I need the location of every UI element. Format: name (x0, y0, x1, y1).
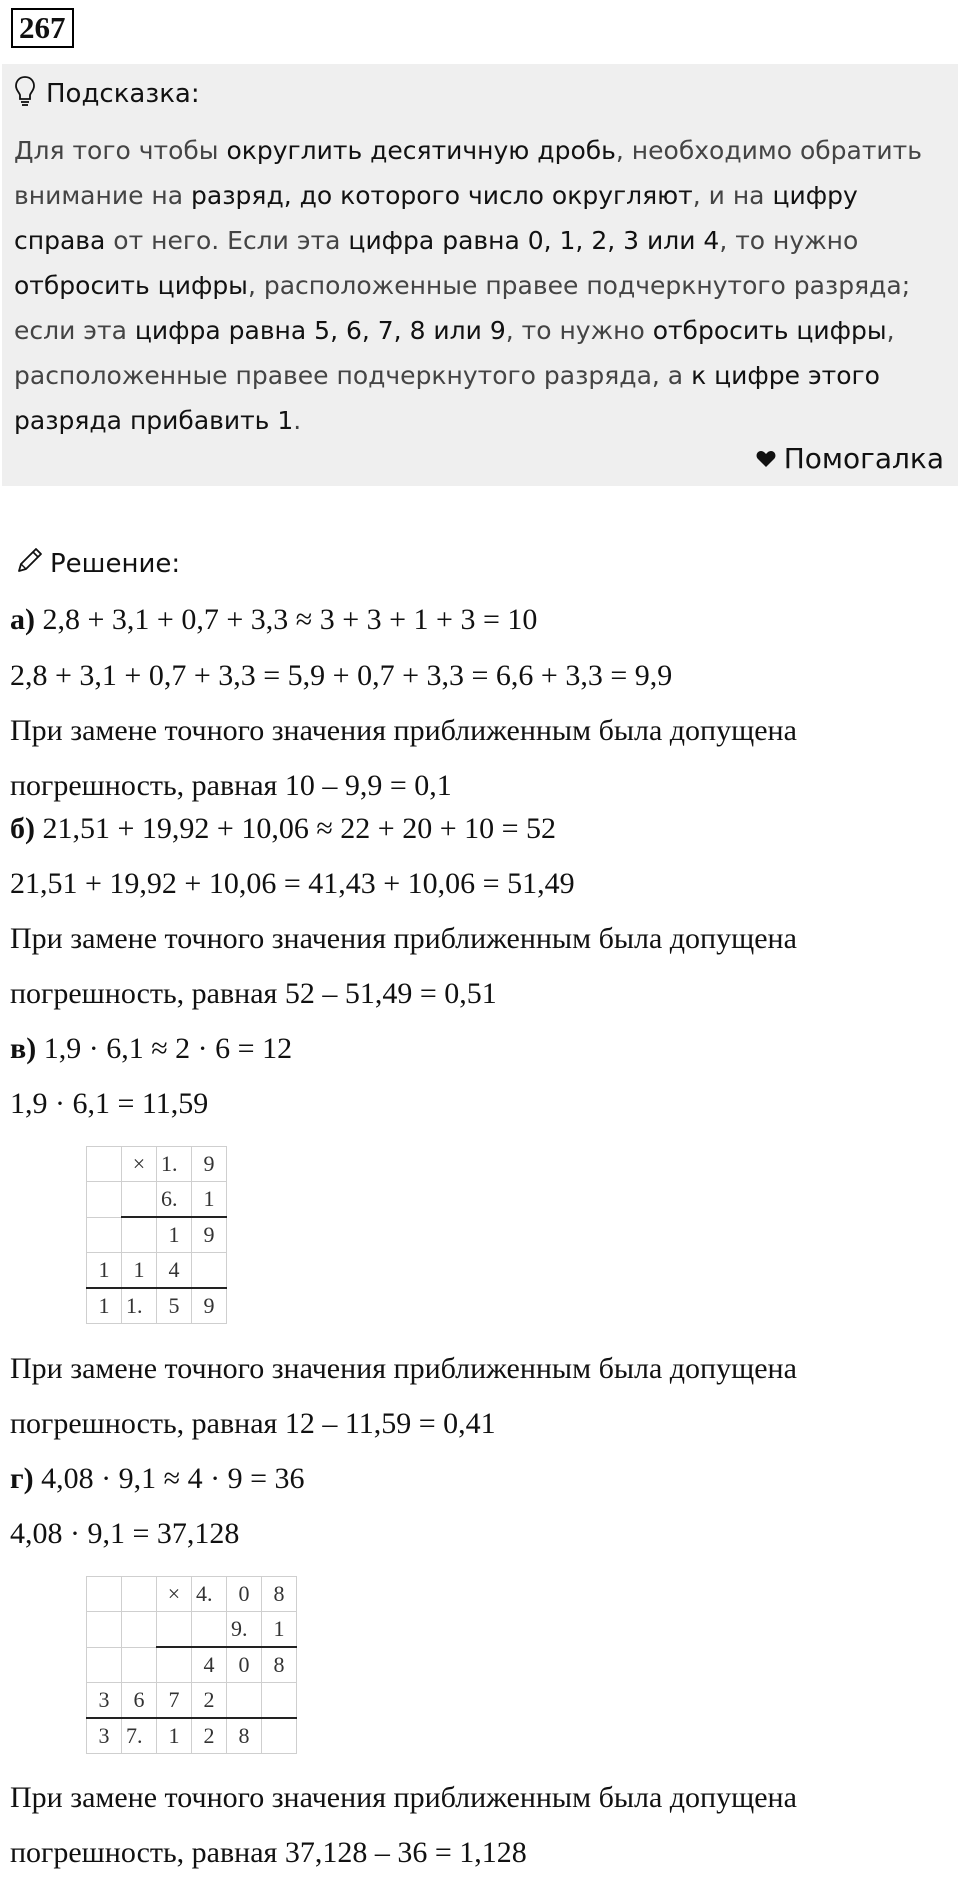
hint-emphasis: округлить десятичную дробь (226, 136, 616, 165)
table-cell: 0 (227, 1647, 262, 1683)
hint-text-segment: , расположенные правее подчеркнутого разряда; если эта (14, 271, 911, 345)
hint-text-segment: , то нужно (505, 316, 653, 345)
table-row (87, 1147, 227, 1182)
part-a-note-line1: При замене точного значения приближенным была допущена (10, 714, 797, 747)
table-row (87, 1612, 297, 1648)
table-cell: 4 (192, 1647, 227, 1683)
table-row (87, 1288, 227, 1324)
table-row (87, 1253, 227, 1289)
table-cell: 3 (87, 1683, 122, 1719)
part-v-note-line1: При замене точного значения приближенным была допущена (10, 1352, 797, 1385)
part-v-note-line2: погрешность, равная 12 – 11,59 = 0,41 (10, 1407, 496, 1440)
heart-icon (756, 442, 776, 475)
hint-emphasis: разряд, до которого число округляют (191, 181, 693, 210)
table-cell: 7 (157, 1683, 192, 1719)
table-cell (87, 1217, 122, 1253)
pencil-icon (14, 544, 46, 583)
table-cell (157, 1647, 192, 1683)
hint-text (14, 128, 944, 443)
solution-title: Решение: (50, 548, 181, 579)
table-cell: 1 (157, 1718, 192, 1754)
part-a-approx (10, 603, 537, 637)
table-cell (87, 1147, 122, 1182)
table-cell: 7. (122, 1718, 157, 1754)
part-b-approx (10, 812, 556, 846)
hint-emphasis: цифра равна 0, 1, 2, 3 или 4 (348, 226, 720, 255)
table-row (87, 1683, 297, 1719)
table-cell: × (122, 1147, 157, 1182)
part-a-approx-text: 2,8 + 3,1 + 0,7 + 3,3 ≈ 3 + 3 + 1 + 3 = 10 (42, 603, 538, 636)
hint-text-segment: , и на (692, 181, 773, 210)
table-cell: 9 (192, 1217, 227, 1253)
hint-text-segment: , расположенные правее подчеркнутого разряда, а (14, 316, 895, 390)
hint-text-segment: . (293, 406, 302, 435)
table-cell: 3 (87, 1718, 122, 1754)
table-cell (122, 1182, 157, 1218)
hint-title: Подсказка: (46, 79, 200, 109)
table-row (87, 1647, 297, 1683)
table-cell: 2 (192, 1718, 227, 1754)
table-cell (122, 1612, 157, 1648)
hint-emphasis: отбросить цифры (652, 316, 887, 345)
table-cell: 9 (192, 1147, 227, 1182)
table-cell (87, 1612, 122, 1648)
lightbulb-icon (14, 75, 36, 114)
part-g-approx (10, 1462, 305, 1496)
multiplication-table-g (86, 1576, 297, 1754)
table-cell: 9. (227, 1612, 262, 1648)
table-cell: 1 (87, 1253, 122, 1289)
table-cell: × (157, 1577, 192, 1612)
part-b-approx-text: 21,51 + 19,92 + 10,06 ≈ 22 + 20 + 10 = 52 (42, 812, 557, 845)
table-cell: 1. (122, 1288, 157, 1324)
table-cell: 1 (87, 1288, 122, 1324)
table-cell (262, 1718, 297, 1754)
table-cell: 8 (262, 1647, 297, 1683)
table-row (87, 1217, 227, 1253)
table-cell: 4 (157, 1253, 192, 1289)
part-g-note-line2: погрешность, равная 37,128 – 36 = 1,128 (10, 1836, 527, 1869)
table-cell (157, 1612, 192, 1648)
part-g-label: г) (10, 1462, 34, 1495)
brand-name: Помогалка (783, 442, 944, 475)
part-b-note-line1: При замене точного значения приближенным была допущена (10, 922, 797, 955)
hint-emphasis: к цифре этого разряда прибавить 1 (14, 361, 880, 435)
part-g-approx-text: 4,08 · 9,1 ≈ 4 · 9 = 36 (41, 1462, 305, 1495)
table-cell: 1 (262, 1612, 297, 1648)
hint-header (14, 74, 200, 114)
part-a-label: а) (10, 603, 35, 636)
table-cell: 4. (192, 1577, 227, 1612)
part-g-exact: 4,08 · 9,1 = 37,128 (10, 1517, 240, 1550)
hint-text-segment: от него. Если эта (105, 226, 349, 255)
hint-text-segment: Для того чтобы (14, 136, 227, 165)
table-cell (122, 1217, 157, 1253)
part-b-note-line2: погрешность, равная 52 – 51,49 = 0,51 (10, 977, 497, 1010)
table-cell (87, 1577, 122, 1612)
table-cell: 0 (227, 1577, 262, 1612)
table-cell (122, 1647, 157, 1683)
brand-label (756, 442, 944, 475)
table-row (87, 1577, 297, 1612)
part-a-note-line2: погрешность, равная 10 – 9,9 = 0,1 (10, 769, 452, 802)
exercise-number: 267 (11, 8, 74, 48)
table-cell (122, 1577, 157, 1612)
table-cell (192, 1253, 227, 1289)
table-cell: 1 (122, 1253, 157, 1289)
table-cell: 1 (157, 1217, 192, 1253)
table-cell (87, 1182, 122, 1218)
table-cell: 8 (262, 1577, 297, 1612)
part-a-exact: 2,8 + 3,1 + 0,7 + 3,3 = 5,9 + 0,7 + 3,3 = 6,6 + 3,3 = 9,9 (10, 659, 673, 692)
hint-text-segment: , то нужно (719, 226, 859, 255)
hint-emphasis: цифра равна 5, 6, 7, 8 или 9 (134, 316, 506, 345)
part-v-label: в) (10, 1032, 37, 1065)
table-row (87, 1182, 227, 1218)
table-cell: 6. (157, 1182, 192, 1218)
table-cell: 8 (227, 1718, 262, 1754)
solution-header (14, 544, 180, 583)
table-row (87, 1718, 297, 1754)
table-cell (262, 1683, 297, 1719)
table-cell: 5 (157, 1288, 192, 1324)
part-v-exact: 1,9 · 6,1 = 11,59 (10, 1087, 209, 1120)
table-cell (227, 1683, 262, 1719)
hint-emphasis: цифру справа (14, 181, 858, 255)
table-cell: 1 (192, 1182, 227, 1218)
table-cell (192, 1612, 227, 1648)
hint-emphasis: отбросить цифры (14, 271, 248, 300)
table-cell: 9 (192, 1288, 227, 1324)
part-g-note-line1: При замене точного значения приближенным была допущена (10, 1781, 797, 1814)
part-b-label: б) (10, 812, 35, 845)
part-b-exact: 21,51 + 19,92 + 10,06 = 41,43 + 10,06 = 51,49 (10, 867, 575, 900)
table-cell: 1. (157, 1147, 192, 1182)
part-v-approx-text: 1,9 · 6,1 ≈ 2 · 6 = 12 (43, 1032, 293, 1065)
table-cell: 2 (192, 1683, 227, 1719)
table-cell: 6 (122, 1683, 157, 1719)
table-cell (87, 1647, 122, 1683)
part-v-approx (10, 1032, 292, 1066)
hint-text-segment: , необходимо обратить внимание на (14, 136, 922, 210)
hint-box (2, 64, 958, 486)
multiplication-table-v (86, 1146, 227, 1324)
